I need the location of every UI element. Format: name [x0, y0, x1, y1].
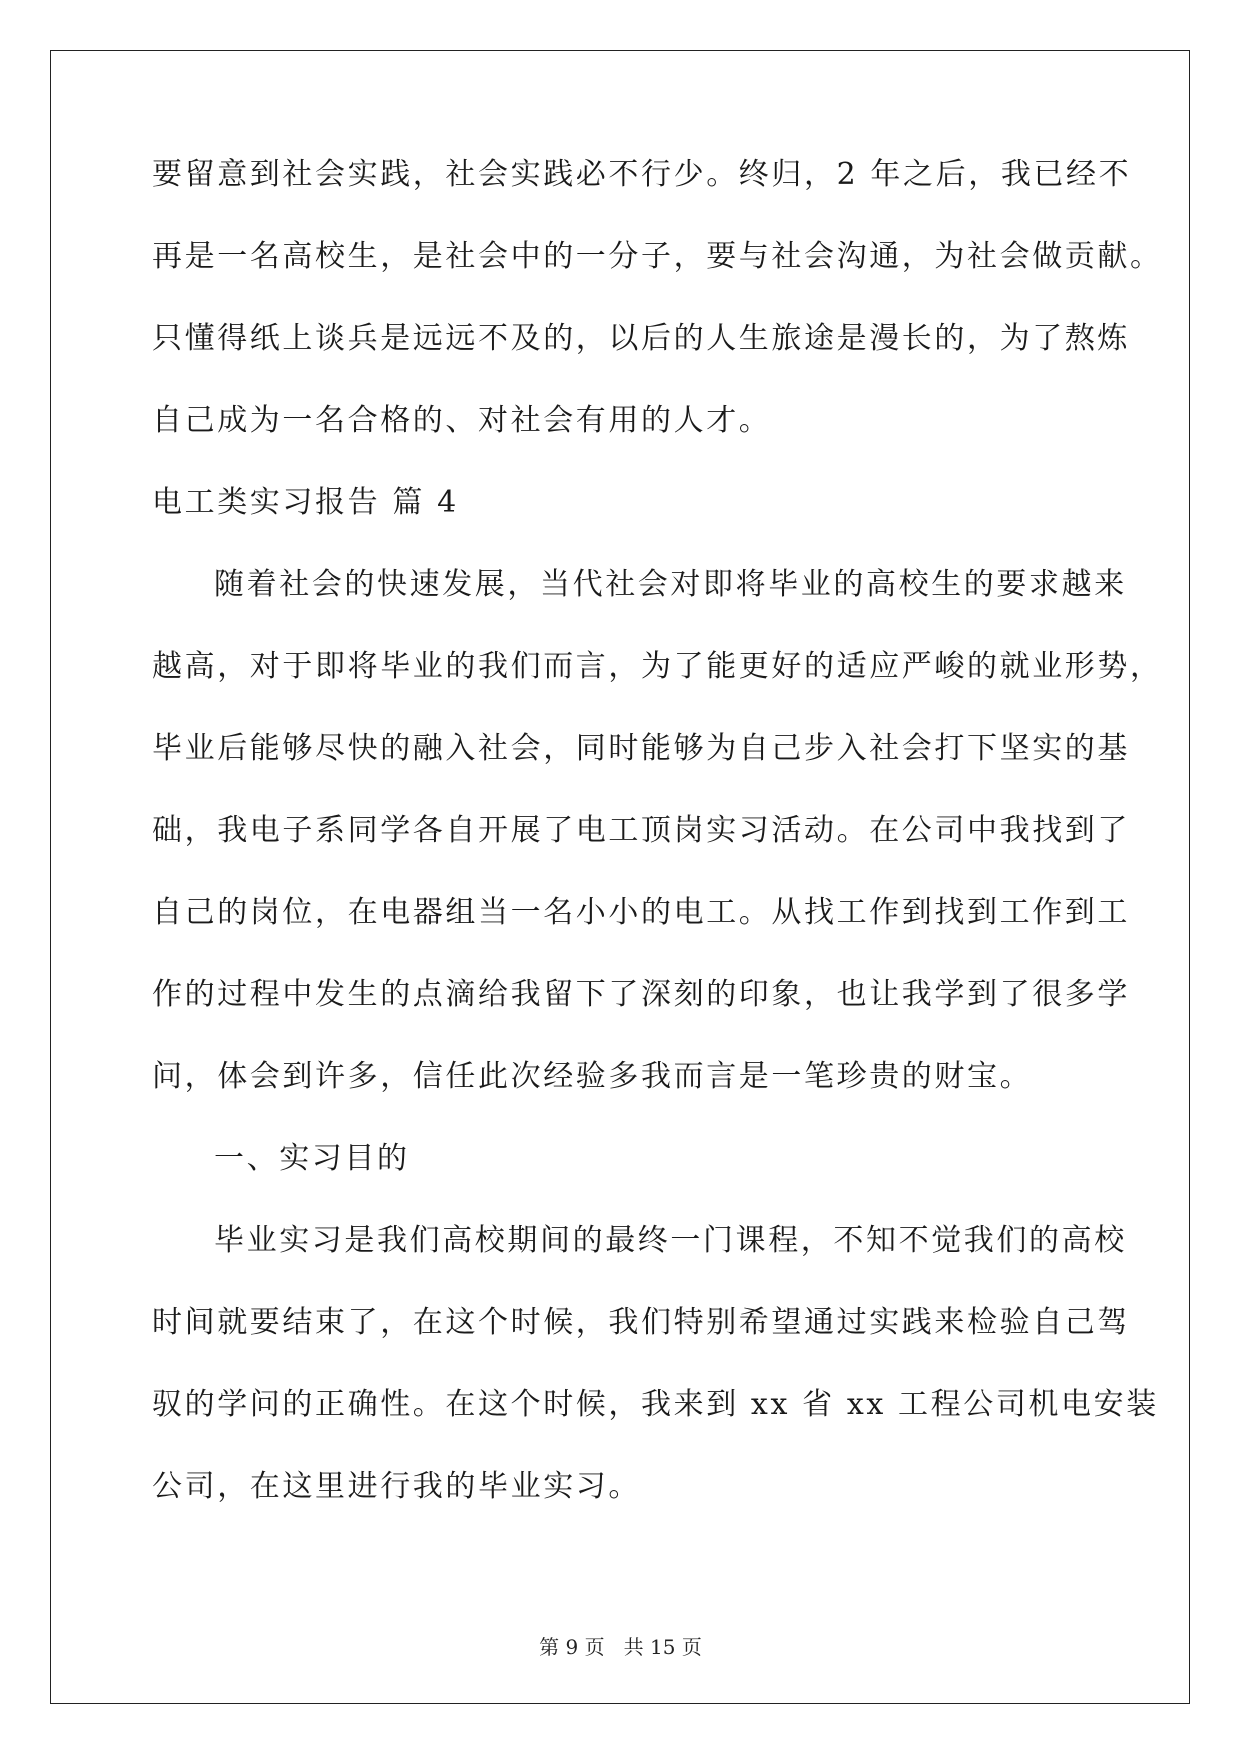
text-line: 越高，对于即将毕业的我们而言，为了能更好的适应严峻的就业形势，	[152, 649, 1163, 684]
subsection-heading: 一、实习目的	[214, 1141, 410, 1176]
text-line: 自己成为一名合格的、对社会有用的人才。	[152, 403, 772, 438]
text-line: 驭的学问的正确性。在这个时候，我来到 xx 省 xx 工程公司机电安装	[152, 1387, 1159, 1422]
text-line: 随着社会的快速发展，当代社会对即将毕业的高校生的要求越来	[214, 567, 1127, 602]
page-total: 共 15 页	[623, 1635, 702, 1659]
document-body	[152, 155, 1163, 1549]
text-line: 自己的岗位，在电器组当一名小小的电工。从找工作到找到工作到工	[152, 895, 1130, 930]
text-line: 问，体会到许多，信任此次经验多我而言是一笔珍贵的财宝。	[152, 1059, 1033, 1094]
section-heading: 电工类实习报告 篇 4	[152, 485, 459, 520]
text-line: 要留意到社会实践，社会实践必不行少。终归，2 年之后，我已经不	[152, 157, 1132, 192]
text-line: 时间就要结束了，在这个时候，我们特别希望通过实践来检验自己驾	[152, 1305, 1130, 1340]
text-line: 础，我电子系同学各自开展了电工顶岗实习活动。在公司中我找到了	[152, 813, 1130, 848]
text-line: 作的过程中发生的点滴给我留下了深刻的印象，也让我学到了很多学	[152, 977, 1130, 1012]
text-line: 公司，在这里进行我的毕业实习。	[152, 1469, 641, 1504]
page-footer	[0, 1635, 1241, 1659]
text-line: 毕业后能够尽快的融入社会，同时能够为自己步入社会打下坚实的基	[152, 731, 1130, 766]
page-number: 第 9 页	[539, 1635, 605, 1659]
text-line: 再是一名高校生，是社会中的一分子，要与社会沟通，为社会做贡献。	[152, 239, 1163, 274]
text-line: 毕业实习是我们高校期间的最终一门课程，不知不觉我们的高校	[214, 1223, 1127, 1258]
text-line: 只懂得纸上谈兵是远远不及的，以后的人生旅途是漫长的，为了熬炼	[152, 321, 1130, 356]
